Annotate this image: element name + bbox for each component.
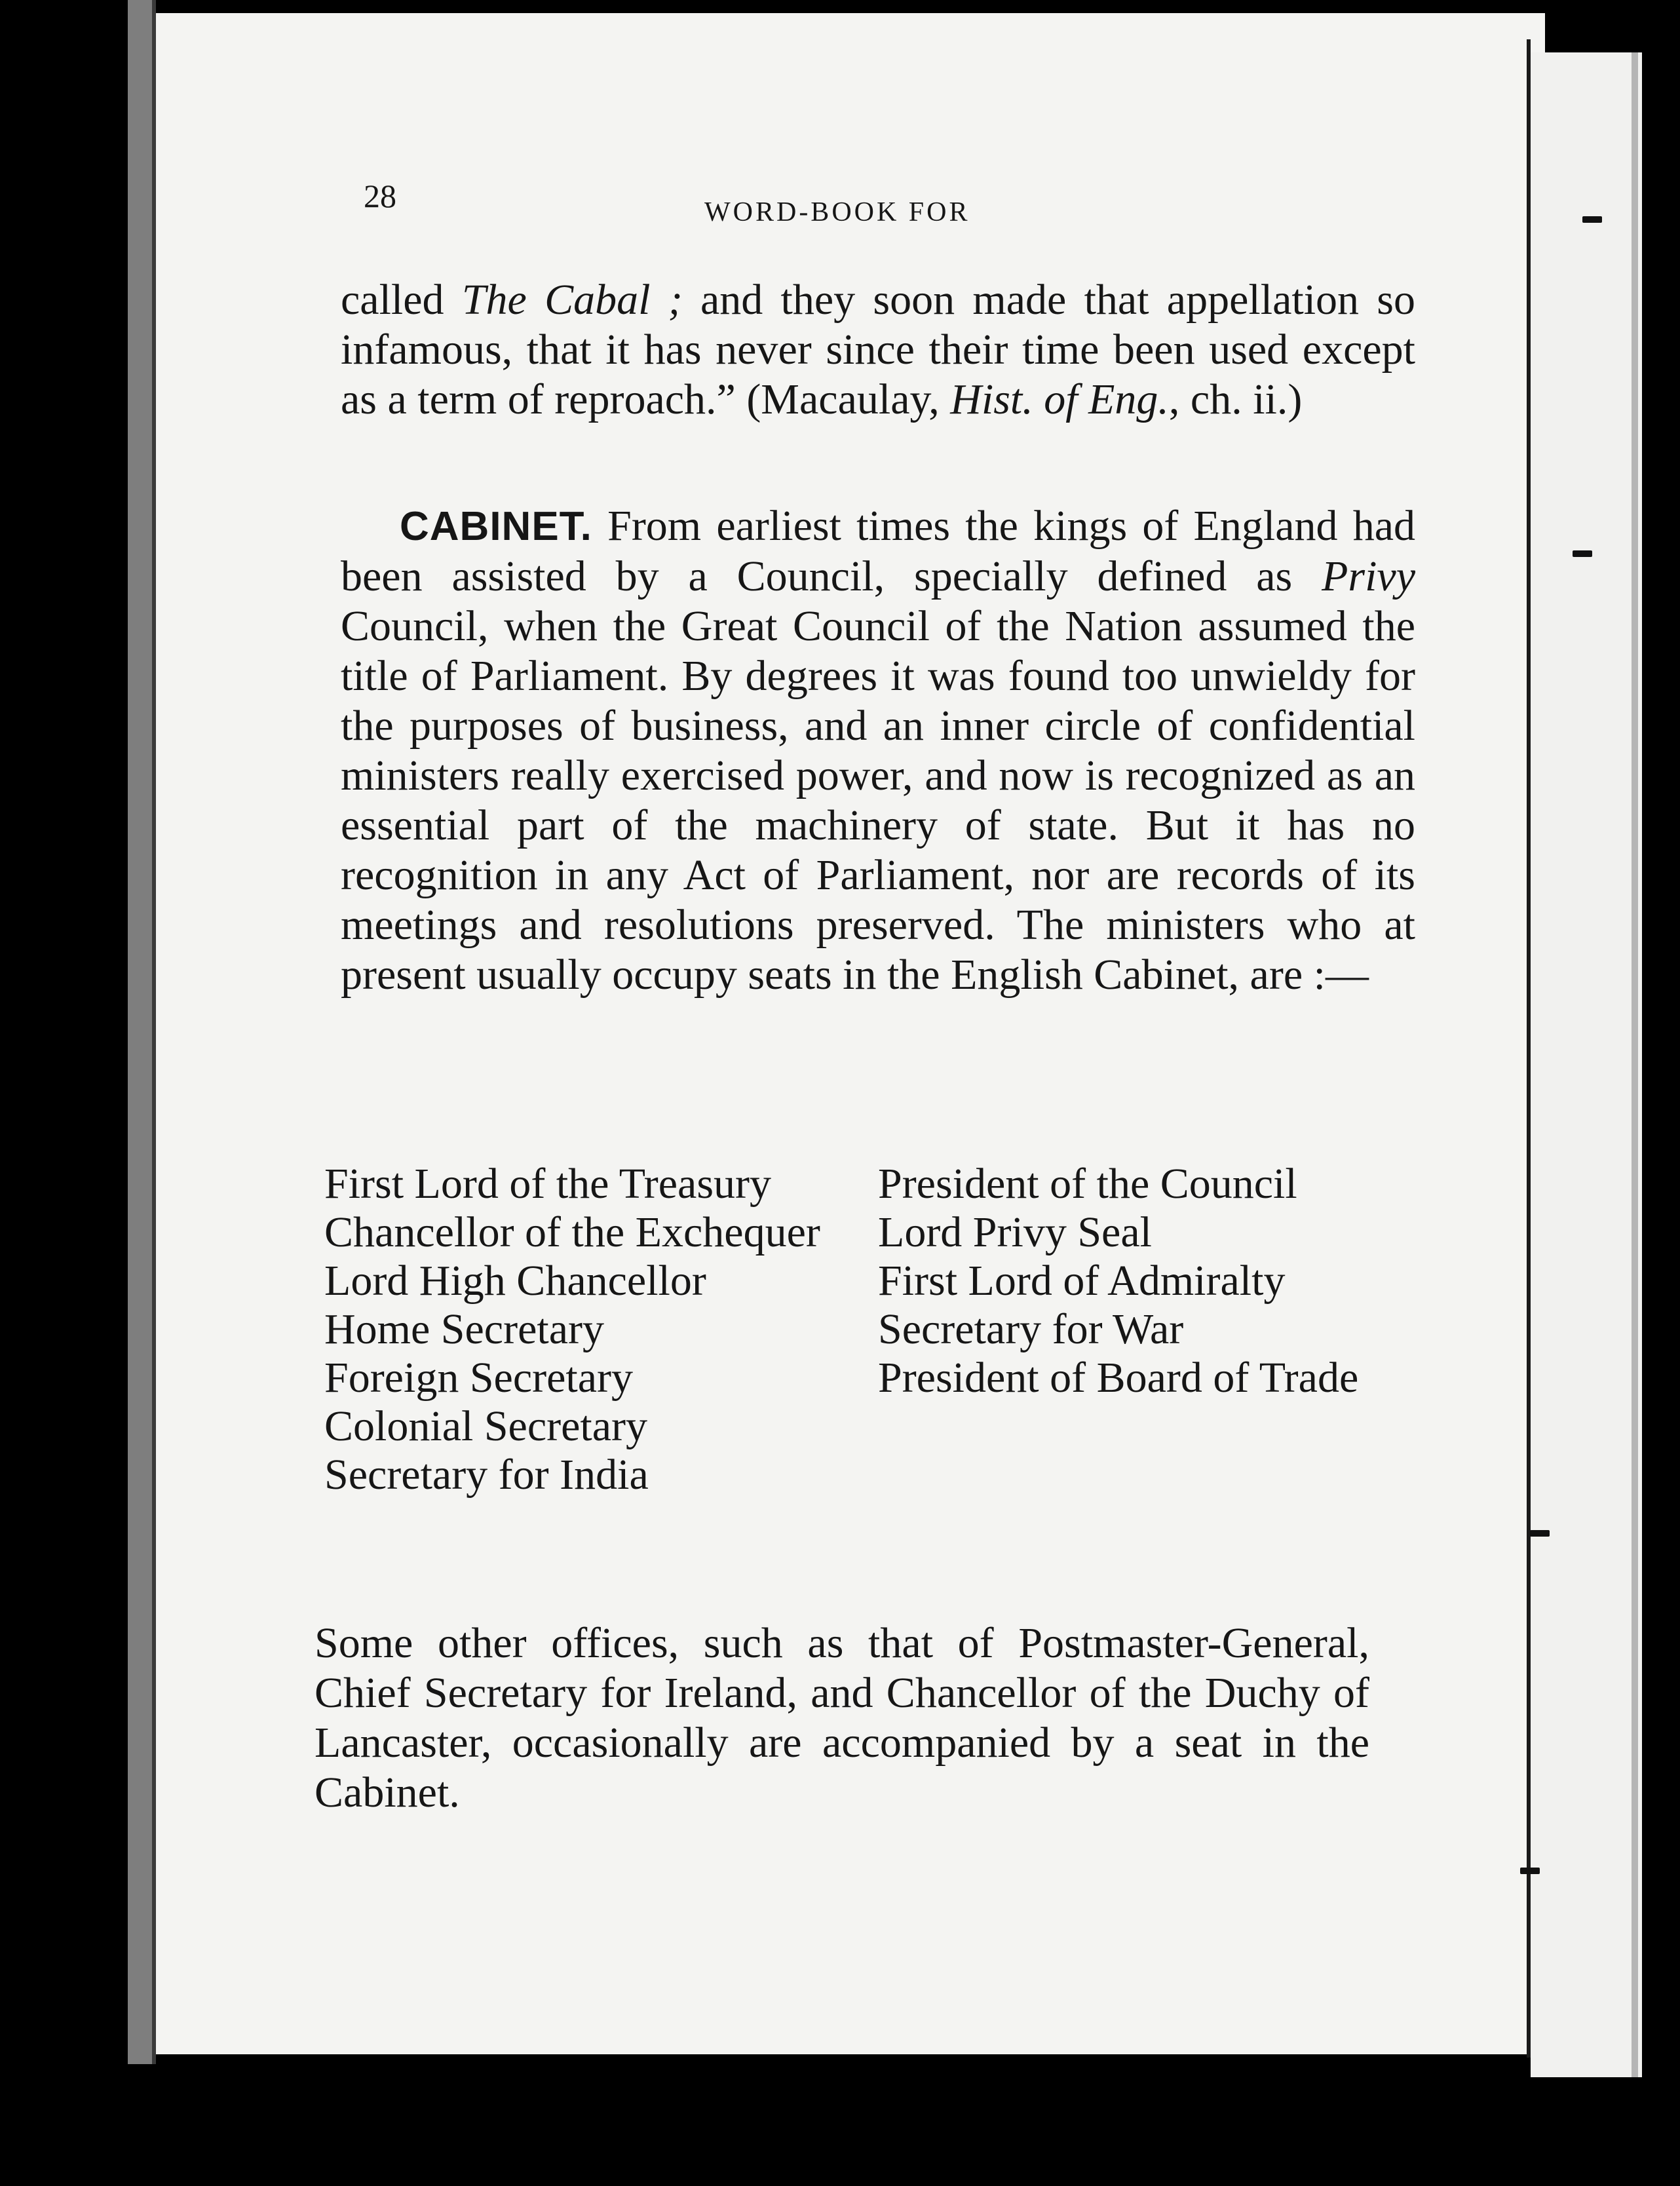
office-item: Secretary for War — [878, 1305, 1184, 1353]
italic-title: The Cabal ; — [461, 276, 683, 324]
closing-paragraph: Some other offices, such as that of Postmaster-General, Chief Secretary for Ireland, and Chancellor of the Duchy of Lancaster, occasionally are accompanied by a seat in the Cabinet. — [315, 1619, 1369, 1816]
offices-right-column — [878, 1160, 1402, 1402]
cabinet-entry — [341, 501, 1415, 1000]
office-item: Lord Privy Seal — [878, 1208, 1152, 1256]
entry-headword: CABINET. — [400, 504, 592, 549]
continuation-text-start: called — [341, 276, 462, 324]
continuation-paragraph — [341, 275, 1415, 425]
office-item: Lord High Chancellor — [324, 1257, 706, 1305]
offices-left-column — [324, 1160, 849, 1499]
office-item: Secretary for India — [324, 1451, 649, 1499]
citation-title: Hist. of Eng. — [950, 375, 1169, 423]
office-item: Chancellor of the Exchequer — [324, 1208, 820, 1256]
office-item: First Lord of the Treasury — [324, 1160, 771, 1208]
page-number: 28 — [364, 178, 396, 214]
entry-text-start: From earliest times the kings of England had been assisted by a Council, specially defined as — [341, 502, 1415, 600]
office-item: Home Secretary — [324, 1305, 604, 1353]
office-item: First Lord of Admiralty — [878, 1257, 1286, 1305]
office-item: Colonial Secretary — [324, 1402, 648, 1450]
citation-end: , ch. ii.) — [1168, 375, 1303, 423]
office-item: Foreign Secretary — [324, 1354, 633, 1402]
entry-text-end: Council, when the Great Council of the Nation assumed the title of Parliament. By degrees it was found too unwieldy for the purposes of business, and an inner circle of confidential ministers really exercised power, and now is recognized as an essential part of the machinery of state. But it has no recognition in any Act of Parliament, nor are records of its meetings and resolutions preserved. The ministers who at present usually occupy seats in the English Cabinet, are :— — [341, 602, 1415, 999]
entry-italic-word: Privy — [1322, 552, 1415, 600]
continuation-text: and they soon made that appellation so infamous, that it has never since their time been used except as a term of reproach.” (Macaulay, — [341, 276, 1415, 423]
cabinet-offices-list — [324, 1160, 1425, 1612]
office-item: President of the Council — [878, 1160, 1297, 1208]
running-title: WORD-BOOK FOR — [704, 197, 970, 227]
office-item: President of Board of Trade — [878, 1354, 1359, 1402]
